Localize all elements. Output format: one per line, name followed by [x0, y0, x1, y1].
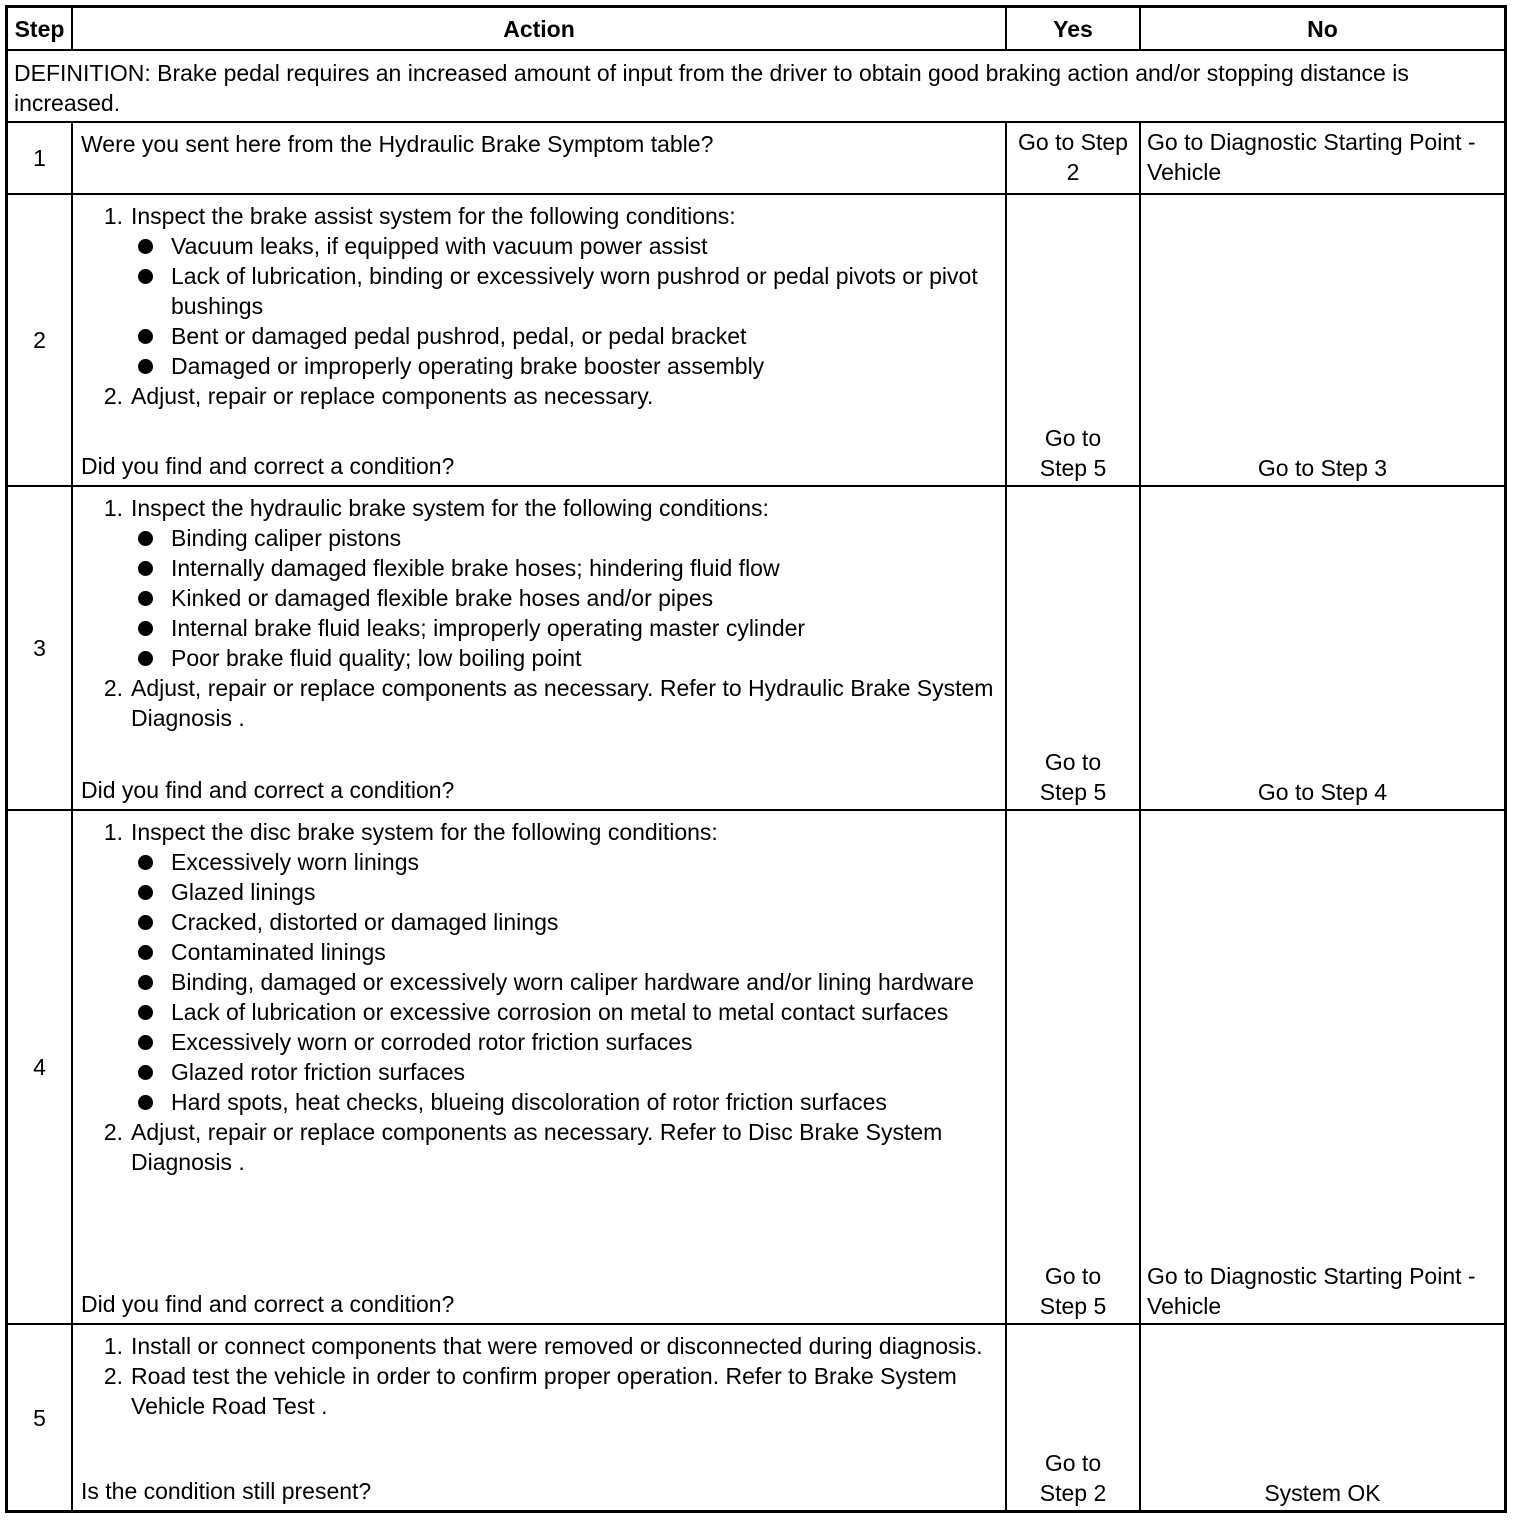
bullet-icon	[138, 1035, 153, 1050]
bullet-icon	[138, 359, 153, 374]
no-cell	[1141, 811, 1504, 1323]
list-item: Bent or damaged pedal pushrod, pedal, or pedal bracket	[81, 321, 997, 351]
diagnostic-table	[5, 5, 1507, 1513]
no-link[interactable]: Go to Diagnostic Starting Point - Vehicle	[1147, 1263, 1476, 1319]
step-number: 2	[8, 195, 73, 485]
bullet-icon	[138, 531, 153, 546]
table-row	[8, 195, 1504, 487]
list-item: Excessively worn or corroded rotor friction surfaces	[81, 1027, 997, 1057]
header-no: No	[1307, 15, 1338, 42]
yes-link[interactable]: Go to Step 5	[1039, 1263, 1107, 1319]
action-cell	[73, 195, 1007, 485]
step-number: 4	[8, 811, 73, 1323]
no-link[interactable]: Go to Step 4	[1257, 779, 1388, 805]
list-item: Binding caliper pistons	[81, 523, 997, 553]
list-item: 1. Inspect the disc brake system for the following conditions:	[103, 819, 718, 845]
list-item: 1. Install or connect components that were removed or disconnected during diagnosis.	[103, 1333, 983, 1359]
step-number: 3	[8, 487, 73, 809]
list-item: 1. Inspect the hydraulic brake system for the following conditions:	[103, 495, 769, 521]
yes-cell	[1007, 487, 1141, 809]
list-item: Poor brake fluid quality; low boiling point	[81, 643, 997, 673]
question-text: Did you find and correct a condition?	[81, 1291, 455, 1317]
list-item: Vacuum leaks, if equipped with vacuum power assist	[81, 231, 997, 261]
header-action: Action	[73, 8, 1007, 49]
table-row	[8, 487, 1504, 811]
bullet-icon	[138, 1065, 153, 1080]
list-item: 2. Road test the vehicle in order to confirm proper operation. Refer to Brake System Vehicle Road Test .	[103, 1363, 957, 1419]
bullet-icon	[138, 1005, 153, 1020]
step-number: 5	[8, 1325, 73, 1510]
list-item: 2. Adjust, repair or replace components as necessary. Refer to Disc Brake System Diagnosis .	[103, 1119, 943, 1175]
yes-cell	[1007, 811, 1141, 1323]
question-text: Were you sent here from the Hydraulic Brake Symptom table?	[81, 131, 714, 157]
bullet-icon	[138, 855, 153, 870]
bullet-icon	[138, 239, 153, 254]
table-header-row	[8, 8, 1504, 51]
no-link[interactable]: Go to Diagnostic Starting Point - Vehicle	[1147, 129, 1476, 185]
list-item: Internally damaged flexible brake hoses; hindering fluid flow	[81, 553, 997, 583]
question-text: Is the condition still present?	[81, 1478, 372, 1504]
list-item: Glazed rotor friction surfaces	[81, 1057, 997, 1087]
bullet-icon	[138, 1095, 153, 1110]
table-row	[8, 123, 1504, 195]
list-item: Excessively worn linings	[81, 847, 997, 877]
yes-link[interactable]: Go to Step 2	[1018, 129, 1128, 185]
bullet-icon	[138, 945, 153, 960]
list-item: 1. Inspect the brake assist system for the following conditions:	[103, 203, 736, 229]
step-number: 1	[8, 123, 73, 193]
bullet-icon	[138, 329, 153, 344]
list-item: Glazed linings	[81, 877, 997, 907]
yes-link[interactable]: Go to Step 5	[1039, 749, 1107, 805]
list-item: Hard spots, heat checks, blueing discoloration of rotor friction surfaces	[81, 1087, 997, 1117]
bullet-icon	[138, 591, 153, 606]
list-item: Kinked or damaged flexible brake hoses and/or pipes	[81, 583, 997, 613]
yes-cell	[1007, 123, 1141, 193]
no-cell	[1141, 487, 1504, 809]
question-text: Did you find and correct a condition?	[81, 777, 455, 803]
list-item: 2. Adjust, repair or replace components as necessary. Refer to Hydraulic Brake System Diagnosis .	[103, 675, 994, 731]
action-cell	[73, 487, 1007, 809]
yes-cell	[1007, 195, 1141, 485]
header-yes: Yes	[1007, 8, 1141, 49]
bullet-icon	[138, 975, 153, 990]
yes-cell	[1007, 1325, 1141, 1510]
action-cell	[73, 811, 1007, 1323]
table-row	[8, 1325, 1504, 1510]
no-cell	[1141, 123, 1504, 193]
list-item: Binding, damaged or excessively worn caliper hardware and/or lining hardware	[81, 967, 997, 997]
question-text: Did you find and correct a condition?	[81, 453, 455, 479]
list-item: Damaged or improperly operating brake booster assembly	[81, 351, 997, 381]
bullet-icon	[138, 915, 153, 930]
bullet-icon	[138, 269, 153, 284]
header-step: Step	[8, 8, 73, 49]
bullet-icon	[138, 885, 153, 900]
list-item: Lack of lubrication, binding or excessively worn pushrod or pedal pivots or pivot bushings	[81, 261, 997, 321]
action-cell	[73, 1325, 1007, 1510]
no-cell	[1141, 1325, 1504, 1510]
no-cell	[1141, 195, 1504, 485]
bullet-icon	[138, 621, 153, 636]
list-item: 2. Adjust, repair or replace components as necessary.	[103, 383, 654, 409]
list-item: Lack of lubrication or excessive corrosion on metal to metal contact surfaces	[81, 997, 997, 1027]
definition-text: DEFINITION: Brake pedal requires an increased amount of input from the driver to obtain good braking action and/or stopping distance is increased.	[14, 60, 1409, 116]
definition-row	[8, 51, 1504, 123]
no-link[interactable]: Go to Step 3	[1257, 455, 1388, 481]
list-item: Contaminated linings	[81, 937, 997, 967]
yes-link[interactable]: Go to Step 5	[1039, 425, 1107, 481]
no-link[interactable]: System OK	[1264, 1480, 1381, 1506]
list-item: Cracked, distorted or damaged linings	[81, 907, 997, 937]
bullet-icon	[138, 561, 153, 576]
table-row	[8, 811, 1504, 1325]
bullet-icon	[138, 651, 153, 666]
yes-link[interactable]: Go to Step 2	[1039, 1450, 1107, 1506]
action-cell	[73, 123, 1007, 193]
list-item: Internal brake fluid leaks; improperly operating master cylinder	[81, 613, 997, 643]
